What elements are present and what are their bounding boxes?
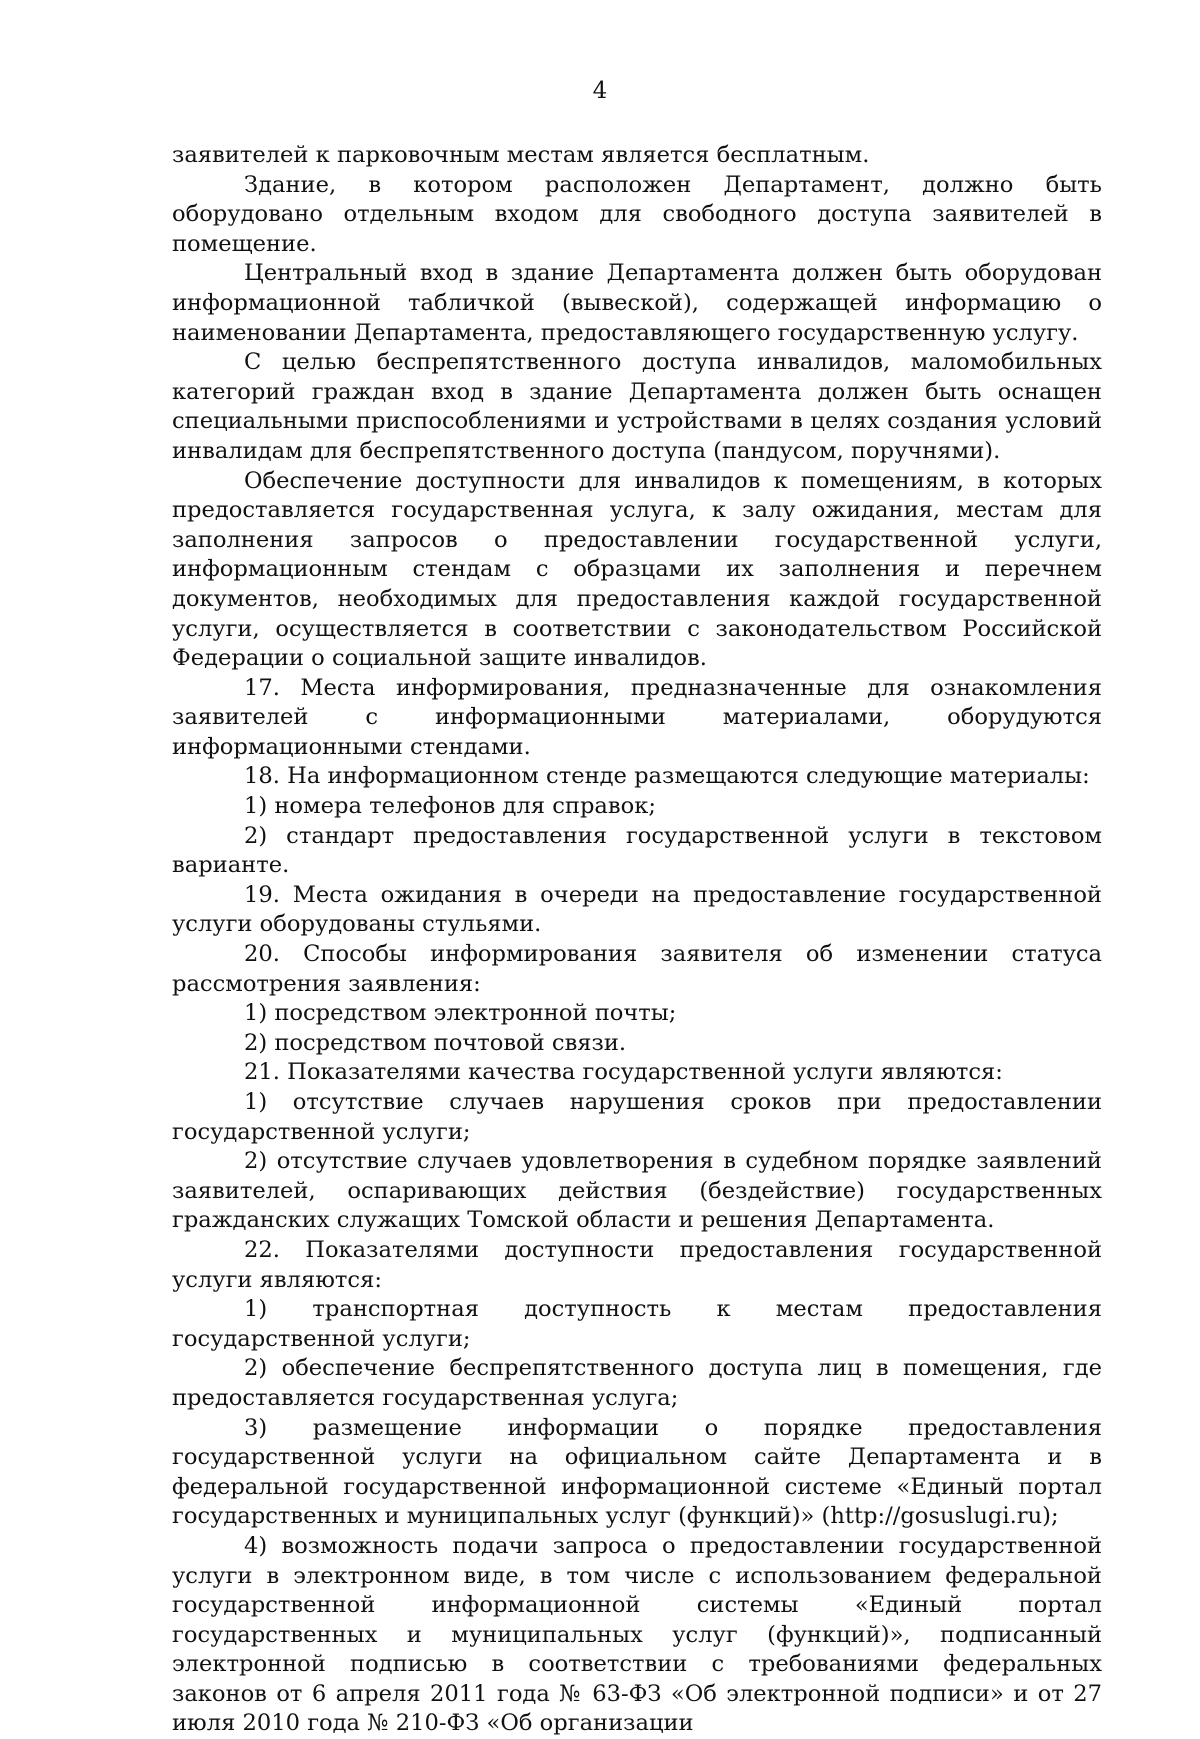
paragraph-21: 21. Показателями качества государственной услуги являются: <box>244 1059 1003 1086</box>
paragraph-18: 18. На информационном стенде размещаются следующие материалы: <box>244 763 1090 790</box>
list-item-18-2: 2) стандарт предоставления государственной услуги в текстовом варианте. <box>172 822 1102 879</box>
list-item-21-1: 1) отсутствие случаев нарушения сроков при предоставлении государственной услуги; <box>172 1089 1102 1145</box>
paragraph-17: 17. Места информирования, предназначенные для ознакомления заявителей с информационными материалами, оборудуются информационными стендами. <box>172 674 1102 760</box>
list-item-22-4: 4) возможность подачи запроса о предоставлении государственной услуги в электронном виде, в том числе с использованием федеральной государственной информационной системы «Единый портал государственных и муниципальных услуг (функций)», подписанный электронной подписью в соответствии с требованиями федеральных законов от 6 апреля 2011 года № 63-ФЗ «Об электронной подписи» и от 27 июля 2010 года № 210-ФЗ «Об организации <box>172 1532 1102 1737</box>
list-item-18-1: 1) номера телефонов для справок; <box>244 793 656 820</box>
paragraph-20: 20. Способы информирования заявителя об изменении статуса рассмотрения заявления: <box>172 941 1102 997</box>
list-item-22-1: 1) транспортная доступность к местам предоставления государственной услуги; <box>172 1296 1102 1352</box>
list-item-22-3: 3) размещение информации о порядке предоставления государственной услуги на официальном сайте Департамента и в федеральной государственной информационной системе «Единый портал государственных и муниципальных услуг (функций)» (http://gosuslugi.ru); <box>172 1414 1102 1530</box>
page-number: 4 <box>592 78 608 104</box>
paragraph-building-entrance: Здание, в котором расположен Департамент, должно быть оборудовано отдельным входом для свободного доступа заявителей в помещение. <box>172 171 1102 257</box>
list-item-22-2: 2) обеспечение беспрепятственного доступа лиц в помещения, где предоставляется государственная услуга; <box>172 1355 1102 1411</box>
paragraph-22: 22. Показателями доступности предоставления государственной услуги являются: <box>172 1236 1102 1293</box>
paragraph-19: 19. Места ожидания в очереди на предоставление государственной услуги оборудованы стульями. <box>172 881 1102 938</box>
document-body <box>172 141 1102 1739</box>
list-item-21-2: 2) отсутствие случаев удовлетворения в судебном порядке заявлений заявителей, оспаривающих действия (бездействие) государственных гражданских служащих Томской области и решения Департамента. <box>172 1148 1102 1234</box>
paragraph-disabled-access: С целью беспрепятственного доступа инвалидов, маломобильных категорий граждан вход в здание Департамента должен быть оснащен специальными приспособлениями и устройствами в целях создания условий инвалидам для беспрепятственного доступа (пандусом, поручнями). <box>172 349 1102 464</box>
list-item-20-1: 1) посредством электронной почты; <box>244 1000 677 1027</box>
paragraph-parking-continuation: заявителей к парковочным местам является бесплатным. <box>172 142 870 168</box>
paragraph-accessibility: Обеспечение доступности для инвалидов к помещениям, в которых предоставляется государственная услуга, к залу ожидания, местам для заполнения запросов о предоставлении государственной услуги, информационным стендам с образцами их заполнения и перечнем документов, необходимых для предоставления каждой государственной услуги, осуществляется в соответствии с законодательством Российской Федерации о социальной защите инвалидов. <box>172 467 1102 672</box>
list-item-20-2: 2) посредством почтовой связи. <box>244 1029 627 1056</box>
paragraph-central-entrance: Центральный вход в здание Департамента должен быть оборудован информационной табличкой (вывеской), содержащей информацию о наименовании Департамента, предоставляющего государственную услугу. <box>172 260 1102 346</box>
